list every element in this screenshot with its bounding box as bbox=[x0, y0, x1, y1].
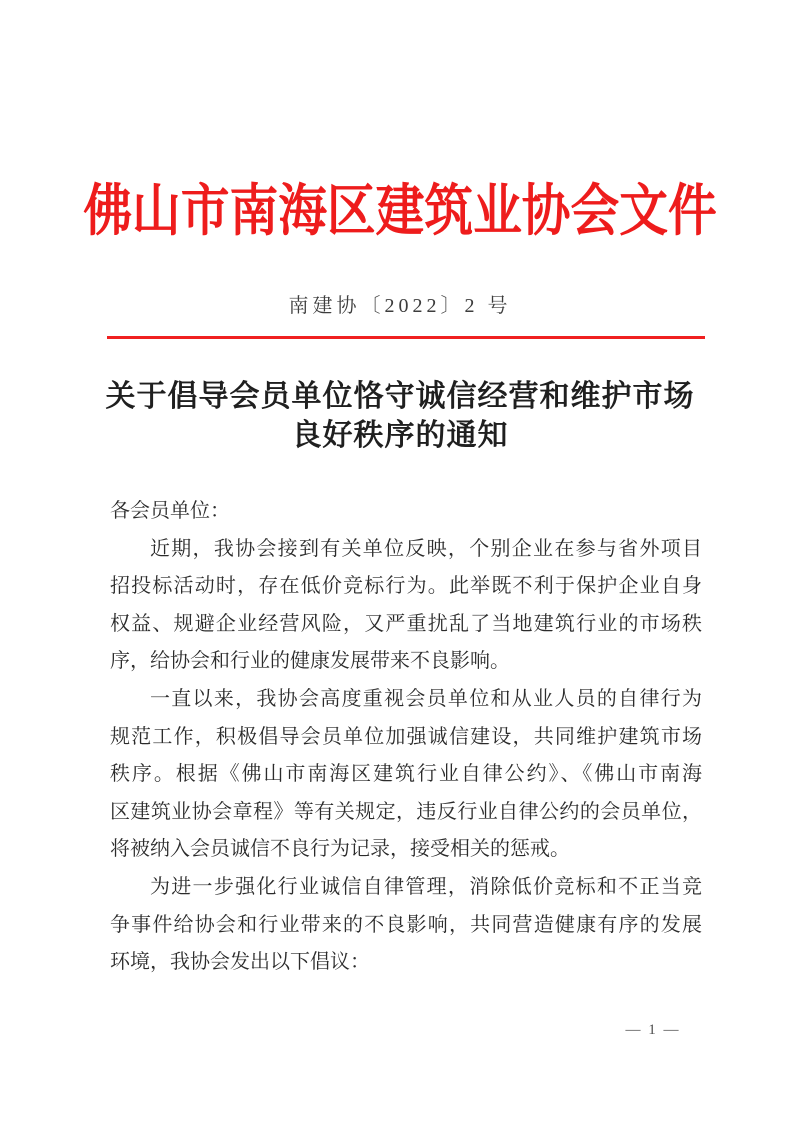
body-line: 近期，我协会接到有关单位反映，个别企业在参与省外项目 bbox=[150, 537, 702, 560]
body-line: 规范工作，积极倡导会员单位加强诚信建设，共同维护建筑市场 bbox=[110, 725, 702, 748]
document-title bbox=[50, 377, 750, 455]
document-title-line-1: 关于倡导会员单位恪守诚信经营和维护市场 bbox=[105, 380, 695, 413]
document-number: 南建协〔2022〕2 号 bbox=[288, 295, 512, 317]
body-line: 秩序。根据《佛山市南海区建筑行业自律公约》、《佛山市南海 bbox=[110, 763, 702, 786]
body-line: 为进一步强化行业诚信自律管理，消除低价竞标和不正当竞 bbox=[150, 875, 702, 898]
body-line: 权益、规避企业经营风险，又严重扰乱了当地建筑行业的市场秩 bbox=[110, 612, 702, 635]
masthead-text: 佛山市南海区建筑业协会文件 bbox=[83, 181, 717, 243]
body-line: 序，给协会和行业的健康发展带来不良影响。 bbox=[110, 650, 510, 673]
document-body bbox=[110, 493, 702, 982]
page-number: — 1 — bbox=[625, 1022, 681, 1038]
document-masthead bbox=[0, 172, 800, 252]
body-line: 争事件给协会和行业带来的不良影响，共同营造健康有序的发展 bbox=[110, 913, 702, 936]
body-line: 环境，我协会发出以下倡议： bbox=[110, 951, 370, 974]
body-line: 将被纳入会员诚信不良行为记录，接受相关的惩戒。 bbox=[110, 838, 570, 861]
body-line: 区建筑业协会章程》等有关规定，违反行业自律公约的会员单位， bbox=[110, 800, 702, 823]
body-salutation: 各会员单位： bbox=[110, 500, 230, 522]
body-line: 一直以来，我协会高度重视会员单位和从业人员的自律行为 bbox=[150, 687, 702, 710]
body-line: 招投标活动时，存在低价竞标行为。此举既不利于保护企业自身 bbox=[110, 575, 702, 598]
document-title-line-2: 良好秩序的通知 bbox=[291, 419, 509, 452]
red-separator-rule bbox=[107, 336, 705, 339]
